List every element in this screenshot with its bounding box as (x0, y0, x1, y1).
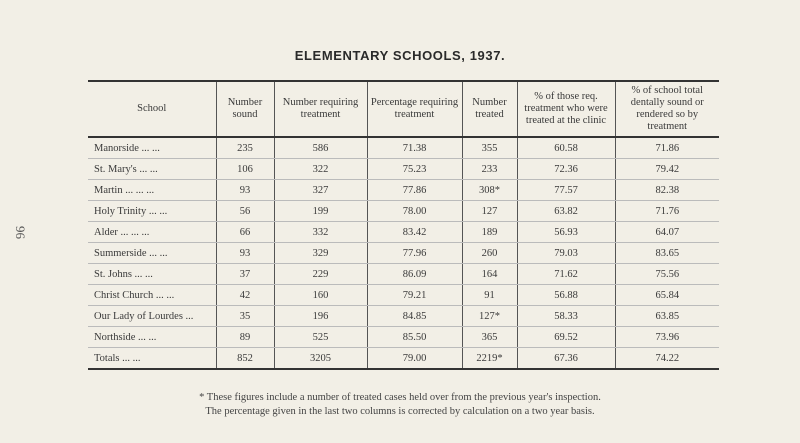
header-number-requiring: Number requiring treatment (274, 81, 367, 137)
number-treated: 189 (462, 222, 517, 243)
pct-clinic: 69.52 (517, 327, 615, 348)
number-sound: 37 (216, 264, 274, 285)
footnote-line-2: The percentage given in the last two columns is corrected by calculation on a two year basis. (205, 406, 595, 417)
pct-total: 71.76 (615, 201, 719, 222)
number-requiring: 525 (274, 327, 367, 348)
table-row (88, 180, 719, 201)
school-name: Northside ... ... (88, 327, 216, 348)
number-sound: 66 (216, 222, 274, 243)
school-name: St. Johns ... ... (88, 264, 216, 285)
table-row (88, 264, 719, 285)
number-treated: 127 (462, 201, 517, 222)
table-row (88, 201, 719, 222)
pct-clinic: 79.03 (517, 243, 615, 264)
number-requiring: 199 (274, 201, 367, 222)
percentage-requiring: 71.38 (367, 137, 462, 159)
header-percentage-requiring: Percentage requiring treatment (367, 81, 462, 137)
header-school: School (88, 81, 216, 137)
school-name: St. Mary's ... ... (88, 159, 216, 180)
pct-total: 64.07 (615, 222, 719, 243)
table-body (88, 137, 719, 369)
number-sound: 42 (216, 285, 274, 306)
number-requiring: 586 (274, 137, 367, 159)
percentage-requiring: 84.85 (367, 306, 462, 327)
pct-clinic: 56.88 (517, 285, 615, 306)
pct-total: 83.65 (615, 243, 719, 264)
number-sound: 93 (216, 180, 274, 201)
percentage-requiring: 79.21 (367, 285, 462, 306)
table-header-row (88, 81, 719, 137)
number-sound: 106 (216, 159, 274, 180)
number-sound: 89 (216, 327, 274, 348)
number-sound: 235 (216, 137, 274, 159)
table-row (88, 159, 719, 180)
school-name: Martin ... ... ... (88, 180, 216, 201)
number-treated: 91 (462, 285, 517, 306)
percentage-requiring: 85.50 (367, 327, 462, 348)
percentage-requiring: 86.09 (367, 264, 462, 285)
number-requiring: 329 (274, 243, 367, 264)
table-row (88, 306, 719, 327)
number-treated: 260 (462, 243, 517, 264)
page-number: 96 (13, 226, 28, 239)
pct-clinic: 60.58 (517, 137, 615, 159)
pct-clinic: 72.36 (517, 159, 615, 180)
pct-clinic: 71.62 (517, 264, 615, 285)
total-pct-clinic: 67.36 (517, 348, 615, 370)
header-pct-total: % of school total dentally sound or rendered so by treatment (630, 84, 704, 133)
table-row (88, 285, 719, 306)
number-sound: 93 (216, 243, 274, 264)
number-treated: 127* (462, 306, 517, 327)
total-pct-total: 74.22 (615, 348, 719, 370)
pct-total: 79.42 (615, 159, 719, 180)
number-treated: 164 (462, 264, 517, 285)
footnote (0, 391, 800, 419)
percentage-requiring: 78.00 (367, 201, 462, 222)
pct-clinic: 58.33 (517, 306, 615, 327)
table-row (88, 327, 719, 348)
pct-clinic: 63.82 (517, 201, 615, 222)
number-requiring: 229 (274, 264, 367, 285)
number-treated: 365 (462, 327, 517, 348)
schools-table (88, 80, 719, 370)
totals-label: Totals ... ... (88, 348, 216, 370)
number-requiring: 332 (274, 222, 367, 243)
total-percentage-requiring: 79.00 (367, 348, 462, 370)
school-name: Manorside ... ... (88, 137, 216, 159)
table-row (88, 243, 719, 264)
pct-total: 73.96 (615, 327, 719, 348)
number-treated: 308* (462, 180, 517, 201)
pct-clinic: 56.93 (517, 222, 615, 243)
total-number-sound: 852 (216, 348, 274, 370)
school-name: Holy Trinity ... ... (88, 201, 216, 222)
school-name: Christ Church ... ... (88, 285, 216, 306)
header-number-treated: Number treated (462, 81, 517, 137)
number-sound: 35 (216, 306, 274, 327)
percentage-requiring: 77.86 (367, 180, 462, 201)
total-number-treated: 2219* (462, 348, 517, 370)
total-number-requiring: 3205 (274, 348, 367, 370)
number-requiring: 160 (274, 285, 367, 306)
pct-clinic: 77.57 (517, 180, 615, 201)
table-row (88, 137, 719, 159)
percentage-requiring: 77.96 (367, 243, 462, 264)
pct-total: 65.84 (615, 285, 719, 306)
pct-total: 63.85 (615, 306, 719, 327)
school-name: Our Lady of Lourdes ... (88, 306, 216, 327)
pct-total: 82.38 (615, 180, 719, 201)
table-row (88, 222, 719, 243)
percentage-requiring: 83.42 (367, 222, 462, 243)
footnote-line-1: * These figures include a number of treated cases held over from the previous year's inspection. (199, 392, 601, 403)
header-number-sound: Number sound (216, 81, 274, 137)
school-name: Alder ... ... ... (88, 222, 216, 243)
pct-total: 71.86 (615, 137, 719, 159)
number-requiring: 327 (274, 180, 367, 201)
percentage-requiring: 75.23 (367, 159, 462, 180)
header-pct-clinic: % of those req. treatment who were treated at the clinic (517, 81, 615, 137)
pct-total: 75.56 (615, 264, 719, 285)
totals-row (88, 348, 719, 370)
number-treated: 233 (462, 159, 517, 180)
page-title: ELEMENTARY SCHOOLS, 1937. (294, 48, 506, 63)
number-treated: 355 (462, 137, 517, 159)
school-name: Summerside ... ... (88, 243, 216, 264)
number-requiring: 196 (274, 306, 367, 327)
number-requiring: 322 (274, 159, 367, 180)
number-sound: 56 (216, 201, 274, 222)
